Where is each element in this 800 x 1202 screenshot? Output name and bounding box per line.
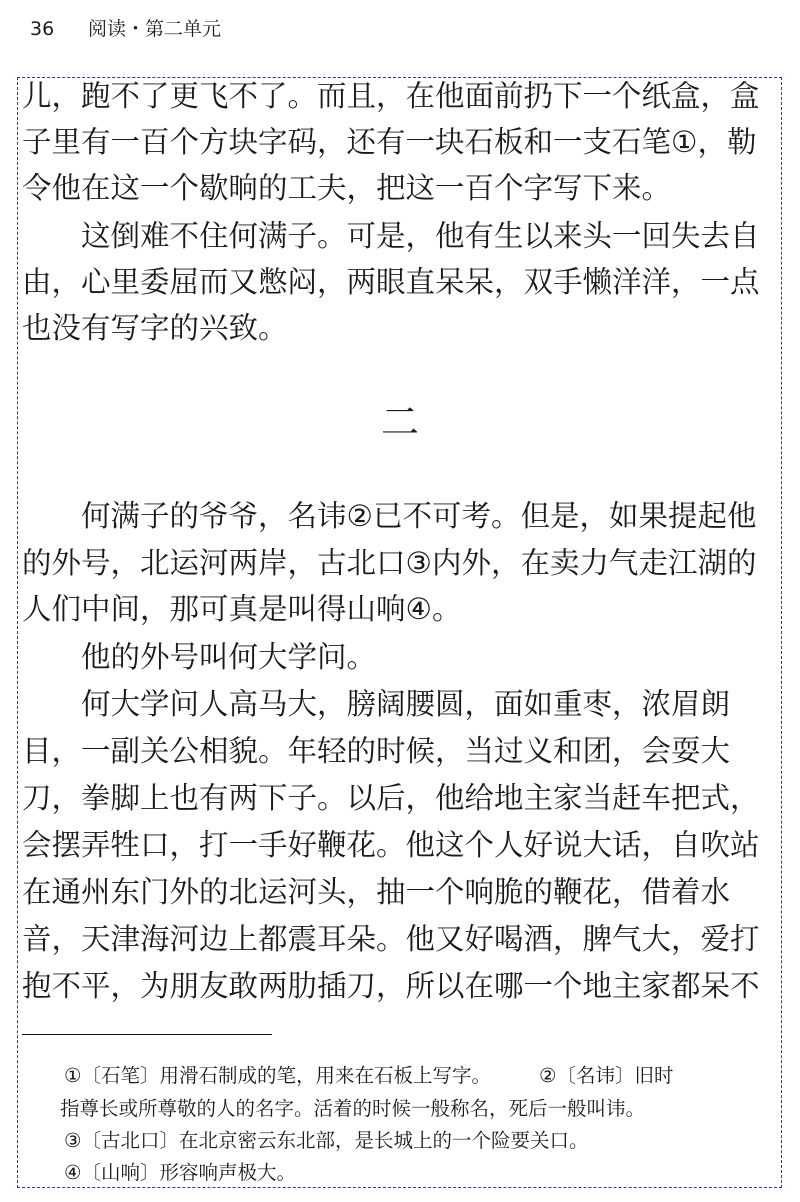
footnote-rule <box>22 1034 272 1035</box>
body-line: 目，一副关公相貌。年轻的时候，当过义和团，会耍大 <box>22 734 731 768</box>
body-line: 他的外号叫何大学问。 <box>22 640 377 674</box>
body-line: 令他在这一个歇晌的工夫，把这一百个字写下来。 <box>22 171 672 205</box>
body-line: 由，心里委屈而又憋闷，两眼直呆呆，双手懒洋洋，一点 <box>22 265 760 299</box>
footnote-1: ①〔石笔〕用滑石制成的笔，用来在石板上写字。 <box>64 1064 491 1087</box>
section-heading: 二 <box>380 400 419 444</box>
body-line: 何大学问人高马大，膀阔腰圆，面如重枣，浓眉朗 <box>22 687 731 721</box>
body-line: 子里有一百个方块字码，还有一块石板和一支石笔①，勒 <box>22 125 757 159</box>
body-line: 音，天津海河边上都震耳朵。他又好喝酒，脾气大，爱打 <box>22 922 760 956</box>
body-line: 的外号，北运河两岸，古北口③内外，在卖力气走江湖的 <box>22 546 757 580</box>
body-line: 何满子的爷爷，名讳②已不可考。但是，如果提起他 <box>22 499 757 533</box>
body-line: 在通州东门外的北运河头，抽一个响脆的鞭花，借着水 <box>22 875 731 909</box>
page-header <box>30 14 221 41</box>
footnote-1-2 <box>64 1062 780 1090</box>
body-line: 也没有写字的兴致。 <box>22 311 288 345</box>
body-line: 这倒难不住何满子。可是，他有生以来头一回失去自 <box>22 219 760 253</box>
footnote-4: ④〔山响〕形容响声极大。 <box>64 1161 296 1184</box>
body-line: 刀，拳脚上也有两下子。以后，他给地主家当赶车把式， <box>22 781 760 815</box>
footnote-3: ③〔古北口〕在北京密云东北部，是长城上的一个险要关口。 <box>64 1129 589 1152</box>
body-line: 抱不平，为朋友敢两肋插刀，所以在哪一个地主家都呆不 <box>22 969 760 1003</box>
footnote-2-start: ②〔名讳〕旧时 <box>538 1064 674 1087</box>
running-title: 阅读・第二单元 <box>88 18 222 40</box>
body-line: 会摆弄牲口，打一手好鞭花。他这个人好说大话，自吹站 <box>22 828 760 862</box>
page-number: 36 <box>30 18 55 40</box>
body-line: 儿，跑不了更飞不了。而且，在他面前扔下一个纸盒，盒 <box>22 79 760 113</box>
footnote-2-continued: 指尊长或所尊敬的人的名字。活着的时候一般称名，死后一般叫讳。 <box>60 1097 646 1120</box>
body-line: 人们中间，那可真是叫得山响④。 <box>22 592 462 626</box>
